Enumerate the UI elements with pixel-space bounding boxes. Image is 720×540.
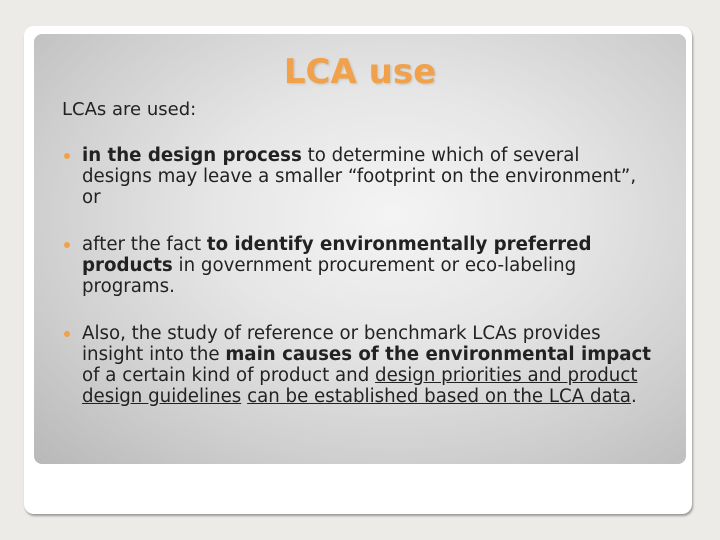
bullet-segment: main causes of the environmental impact	[225, 344, 651, 365]
bullet-segment: .	[630, 386, 637, 407]
bullet-segment: to determine which of several designs may leave a smaller “footprint on the environment”, or	[82, 145, 637, 208]
bullet-dot-icon	[64, 331, 70, 337]
bullet-segment: to identify environmentally preferred products	[82, 234, 592, 276]
bullet-item	[62, 323, 652, 407]
bullet-segment-underlined: can be established based on the LCA data	[247, 386, 631, 407]
slide-title: LCA use	[283, 52, 437, 92]
bullet-segment: in the design process	[82, 145, 302, 166]
bullet-segment: after the fact	[82, 234, 207, 255]
bullet-dot-icon	[64, 242, 70, 248]
bullet-segment: Also, the study of reference or benchmark LCAs provides insight into the	[82, 323, 601, 365]
bullet-segment: in government procurement or eco-labeling programs.	[82, 255, 577, 297]
bullet-segment: of a certain kind of product and	[82, 365, 376, 386]
bullet-item	[62, 145, 652, 208]
bullet-list	[62, 145, 652, 407]
bullet-segment-underlined: design priorities and product design guidelines	[82, 365, 638, 407]
bullet-item	[62, 234, 652, 297]
intro-text: LCAs are used:	[62, 99, 197, 120]
bullet-dot-icon	[64, 153, 70, 159]
